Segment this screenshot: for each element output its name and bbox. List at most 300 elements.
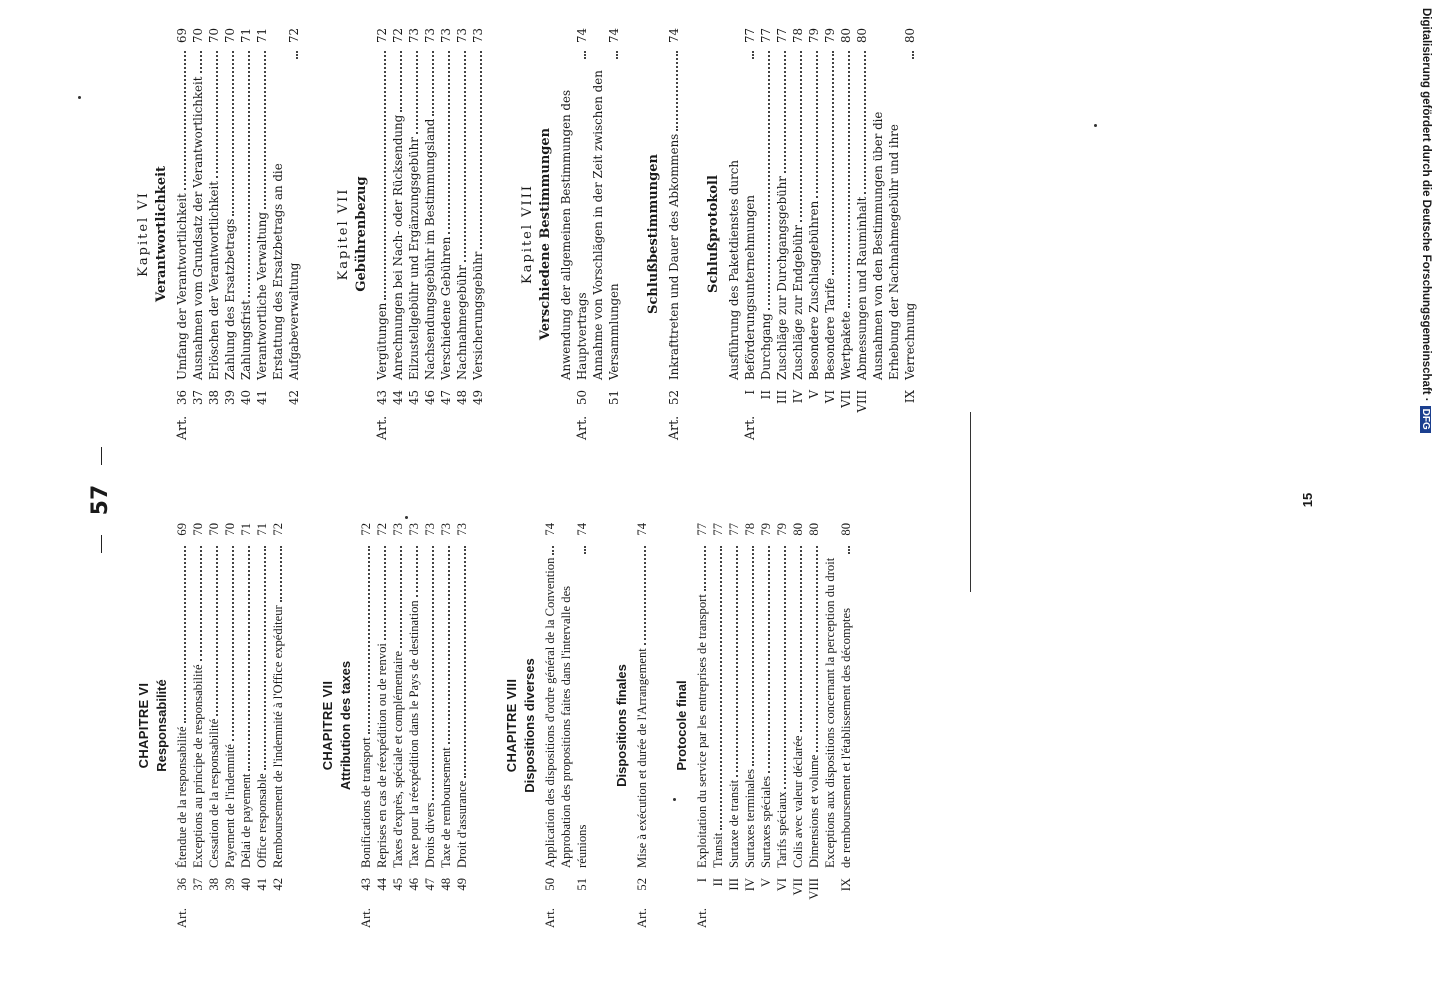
leader-dots: [784, 51, 786, 173]
entry-title: Ausnahmen von den Bestimmungen über die Erhebung der Nachnahmegebühr und ihre Verrechnung: [871, 111, 917, 380]
dfg-logo: DFG: [1420, 406, 1431, 433]
page-reference: 79: [775, 523, 789, 536]
page-reference: 79: [807, 28, 821, 44]
leader-dots: [232, 546, 234, 741]
leader-dots: [816, 51, 818, 198]
article-number: 49: [455, 878, 469, 891]
page-reference: 80: [807, 523, 821, 536]
toc-entry: [174, 523, 190, 928]
article-prefix: Art.: [574, 415, 589, 440]
toc-entry: [822, 28, 838, 440]
leader-dots: [184, 51, 186, 190]
article-number: 49: [471, 390, 485, 406]
article-number: III: [727, 878, 741, 891]
toc-entry: [270, 28, 302, 440]
leader-dots: [448, 51, 450, 234]
entry-text-wrap: [790, 543, 806, 868]
leader-dots: [552, 546, 554, 555]
article-number: III: [775, 390, 789, 404]
footer-rule: [970, 412, 971, 592]
page-reference: 73: [423, 523, 437, 536]
toc-entry: [406, 523, 422, 928]
toc-entry: [710, 523, 726, 928]
page-reference: 72: [391, 28, 405, 44]
entry-title: Ausführung des Paketdienstes durch Beförderungsunternehmungen: [727, 160, 757, 380]
entry-title: Verantwortliche Verwaltung: [255, 212, 269, 380]
entry-title: Zahlungsfrist: [239, 300, 253, 380]
page-reference: 72: [359, 523, 373, 536]
entry-title: Délai de payement: [239, 773, 253, 868]
article-number: 52: [635, 878, 649, 891]
article-number: 46: [407, 878, 421, 891]
article-number: I: [743, 390, 757, 395]
entry-text-wrap: [254, 543, 270, 868]
entry-text-wrap: [438, 543, 454, 868]
toc-entry: [790, 28, 806, 440]
article-number: VI: [823, 390, 837, 404]
leader-dots: [416, 546, 418, 597]
entry-title: Besondere Zuschlaggebühren: [807, 200, 821, 380]
page-reference: 73: [407, 523, 421, 536]
entry-text-wrap: [174, 48, 190, 380]
entry-title: Office responsable: [255, 773, 269, 868]
toc-entry: [726, 523, 742, 928]
toc-entry: [390, 28, 406, 440]
credit-text: Digitalisierung gefördert durch die Deutsche Forschungsgemeinschaft ·: [1420, 8, 1432, 402]
article-number: IV: [791, 390, 805, 404]
entry-title: Application des dispositions d'ordre général de la Convention: [543, 557, 557, 868]
article-number: 38: [207, 878, 221, 891]
entry-title: Mise à exécution et durée de l'Arrangement: [635, 648, 649, 868]
leader-dots: [832, 51, 834, 275]
chapter-block: [706, 28, 722, 440]
entry-text-wrap: [374, 48, 390, 380]
entry-text-wrap: [270, 543, 286, 868]
entry-text-wrap: [806, 543, 822, 868]
chapter-block: [136, 28, 170, 440]
entry-title: Eilzustellgebühr und Ergänzungsgebühr: [407, 137, 421, 380]
entry-text-wrap: [666, 48, 682, 380]
leader-dots: [768, 51, 770, 310]
entry-title: Zuschläge zur Endgebühr: [791, 224, 805, 380]
entry-title: Nachnahmegebühr: [455, 265, 469, 380]
article-number: 39: [223, 878, 237, 891]
entry-text-wrap: [710, 543, 726, 868]
entry-title: Abmessungen und Rauminhalt: [855, 196, 869, 380]
article-prefix: Art.: [174, 415, 189, 440]
page-reference: 74: [667, 28, 681, 44]
entry-title: Payement de l'indemnité: [223, 744, 237, 868]
entry-text-wrap: [438, 48, 454, 380]
page-header: [88, 0, 113, 1000]
page-reference: 70: [191, 523, 205, 536]
chapter-title: Protocole final: [674, 680, 689, 771]
leader-dots: [200, 51, 202, 73]
entry-title: Reprises en cas de réexpédition ou de renvoi: [375, 643, 389, 868]
entry-text-wrap: [790, 48, 806, 380]
leader-dots: [752, 546, 754, 766]
page-reference: 70: [207, 523, 221, 536]
german-contents-column: [130, 28, 918, 440]
leader-dots: [644, 546, 646, 645]
entry-list: [694, 523, 854, 928]
chapter-title: Dispositions diverses: [522, 658, 537, 793]
entry-text-wrap: [758, 543, 774, 868]
page-reference: 73: [455, 523, 469, 536]
leader-dots: [216, 546, 218, 716]
toc-entry: [774, 28, 790, 440]
leader-dots: [232, 51, 234, 216]
entry-title: Zuschläge zur Durchgangsgebühr: [775, 176, 789, 380]
leader-dots: [400, 546, 402, 648]
toc-entry: [222, 523, 238, 928]
leader-dots: [584, 51, 586, 59]
leader-dots: [384, 51, 386, 300]
chapter-block: [136, 523, 170, 928]
entry-text-wrap: [822, 48, 838, 380]
toc-entry: [190, 28, 206, 440]
entry-text-wrap: [806, 48, 822, 380]
page-reference: 70: [223, 28, 237, 44]
page-reference: 71: [255, 28, 269, 44]
article-prefix: Art.: [543, 908, 557, 928]
leader-dots: [400, 51, 402, 112]
page-reference: 79: [823, 28, 837, 44]
page-reference: 69: [175, 523, 189, 536]
toc-entry: [666, 28, 682, 440]
entry-text-wrap: [206, 48, 222, 380]
entry-title: Cessation de la responsabilité: [207, 718, 221, 868]
entry-text-wrap: [870, 48, 918, 380]
toc-entry: [454, 28, 470, 440]
toc-entry: [822, 523, 854, 928]
page-reference: 80: [903, 28, 917, 44]
chapter-block: [646, 28, 662, 440]
page-reference: 70: [191, 28, 205, 44]
toc-entry: [870, 28, 918, 440]
entry-title: Inkrafttreten und Dauer des Abkommens: [667, 133, 681, 380]
page-reference: 80: [839, 523, 853, 536]
chapter-title: Schlußprotokoll: [706, 175, 721, 293]
entry-text-wrap: [390, 543, 406, 868]
leader-dots: [800, 546, 802, 732]
entry-title: Zahlung des Ersatzbetrags: [223, 218, 237, 380]
leader-dots: [296, 51, 298, 59]
toc-entry: [558, 28, 590, 440]
entry-title: Exceptions au principe de responsabilité: [191, 664, 205, 868]
page-reference: 71: [239, 28, 253, 44]
chapter-block: [614, 523, 630, 928]
entry-title: Exceptions aux dispositions concernant la perception du droit de remboursement et l'établissement des décomptes: [823, 557, 853, 868]
page-reference: 77: [775, 28, 789, 44]
entry-list: [634, 523, 650, 928]
article-number: VIII: [855, 390, 869, 413]
entry-text-wrap: [634, 543, 650, 868]
leader-dots: [184, 546, 186, 723]
chapter-block: [336, 28, 370, 440]
toc-entry: [270, 523, 286, 928]
entry-title: Transit: [711, 832, 725, 868]
entry-text-wrap: [374, 543, 390, 868]
entry-text-wrap: [190, 48, 206, 380]
entry-list: [174, 28, 302, 440]
chapter-title: Attribution des taxes: [338, 660, 353, 791]
leader-dots: [384, 546, 386, 640]
leader-dots: [784, 546, 786, 789]
article-number: 50: [543, 878, 557, 891]
chapter-title: Dispositions finales: [614, 664, 629, 787]
page-reference: 77: [759, 28, 773, 44]
page-reference: 74: [607, 28, 621, 44]
toc-entry: [438, 523, 454, 928]
entry-list: [174, 523, 286, 928]
entry-title: Taxe pour la réexpédition dans le Pays de destination: [407, 600, 421, 868]
entry-list: [374, 28, 486, 440]
toc-entry: [758, 28, 774, 440]
article-number: IX: [839, 878, 853, 892]
entry-text-wrap: [206, 543, 222, 868]
article-number: IV: [743, 878, 757, 892]
article-prefix: Art.: [695, 908, 709, 928]
article-prefix: Art.: [635, 908, 649, 928]
chapter-label: Kapitel VI: [136, 191, 151, 277]
entry-title: Remboursement de l'indemnité à l'Office expéditeur: [271, 605, 285, 868]
leader-dots: [432, 51, 434, 116]
entry-text-wrap: [254, 48, 270, 380]
page-reference: 72: [287, 28, 301, 44]
entry-title: Tarifs spéciaux: [775, 791, 789, 868]
entry-text-wrap: [774, 48, 790, 380]
toc-entry: [390, 523, 406, 928]
article-prefix: Art.: [175, 908, 189, 928]
chapter-label: CHAPITRE VI: [136, 682, 151, 769]
chapter-block: [520, 28, 554, 440]
article-number: 52: [667, 390, 681, 406]
entry-title: Umfang der Verantwortlichkeit: [175, 193, 189, 380]
entry-list: [558, 28, 622, 440]
chapter-label: Kapitel VII: [336, 187, 351, 281]
article-number: II: [759, 390, 773, 400]
entry-title: Annahme von Vorschlägen in der Zeit zwischen den Versammlungen: [591, 70, 621, 380]
chapter-title: Schlußbestimmungen: [646, 154, 661, 314]
toc-entry: [174, 28, 190, 440]
entry-text-wrap: [758, 48, 774, 380]
leader-dots: [432, 546, 434, 800]
leader-dots: [676, 51, 678, 131]
page-reference: 69: [175, 28, 189, 44]
header-dash-right: [101, 447, 102, 465]
page-number-top: 57: [88, 484, 113, 516]
article-number: IX: [903, 390, 917, 404]
entry-title: Droits divers: [423, 802, 437, 868]
article-number: 44: [391, 390, 405, 406]
article-number: V: [759, 878, 773, 888]
chapter-label: CHAPITRE VII: [320, 680, 335, 771]
article-number: 43: [375, 390, 389, 406]
page-reference: 73: [407, 28, 421, 44]
toc-entry: [838, 28, 854, 440]
entry-text-wrap: [542, 543, 558, 868]
article-number: II: [711, 878, 725, 887]
chapter-label: CHAPITRE VIII: [504, 678, 519, 773]
page-reference: 70: [207, 28, 221, 44]
chapter-title: Verantwortlichkeit: [154, 165, 169, 303]
page-reference: 72: [271, 523, 285, 536]
leader-dots: [248, 546, 250, 771]
article-number: 50: [575, 390, 589, 406]
toc-entry: [854, 28, 870, 440]
entry-title: Surtaxes spéciales: [759, 776, 773, 868]
leader-dots: [720, 546, 722, 830]
entry-text-wrap: [742, 543, 758, 868]
article-number: 37: [191, 878, 205, 891]
toc-entry: [422, 523, 438, 928]
chapter-block: [674, 523, 690, 928]
toc-entry: [374, 523, 390, 928]
article-number: 42: [287, 390, 301, 406]
toc-entry: [438, 28, 454, 440]
entry-title: Vergütungen: [375, 302, 389, 380]
entry-title: Surtaxes terminales: [743, 769, 757, 868]
entry-title: Erlöschen der Verantwortlichkeit: [207, 180, 221, 380]
entry-text-wrap: [222, 48, 238, 380]
toc-entry: [238, 28, 254, 440]
entry-title: Durchgang: [759, 313, 773, 380]
page-number-bottom: 15: [1300, 492, 1315, 508]
entry-text-wrap: [470, 48, 486, 380]
scan-speck: [673, 798, 676, 801]
article-number: 48: [439, 878, 453, 891]
article-number: 47: [423, 878, 437, 891]
article-number: 45: [391, 878, 405, 891]
toc-entry: [742, 523, 758, 928]
entry-list: [666, 28, 682, 440]
article-number: 41: [255, 390, 269, 406]
scan-speck: [405, 516, 408, 519]
entry-text-wrap: [694, 543, 710, 868]
leader-dots: [368, 546, 370, 734]
article-prefix: Art.: [666, 415, 681, 440]
toc-entry: [694, 523, 710, 928]
entry-text-wrap: [406, 543, 422, 868]
article-number: VI: [775, 878, 789, 892]
entry-title: Approbation des propositions faites dans l'intervalle des réunions: [559, 585, 589, 868]
toc-entry: [806, 28, 822, 440]
entry-title: Anrechnungen bei Nach- oder Rücksendung: [391, 114, 405, 380]
leader-dots: [448, 546, 450, 744]
article-number: VII: [839, 390, 853, 408]
leader-dots: [264, 51, 266, 209]
page-reference: 71: [239, 523, 253, 536]
entry-text-wrap: [838, 48, 854, 380]
entry-text-wrap: [390, 48, 406, 380]
toc-entry: [454, 523, 470, 928]
page-reference: 74: [635, 523, 649, 536]
page-reference: 73: [471, 28, 485, 44]
page-reference: 72: [375, 523, 389, 536]
article-number: VIII: [807, 878, 821, 900]
entry-list: [542, 523, 590, 928]
scan-speck: [1094, 124, 1097, 127]
header-dash-left: [101, 535, 102, 553]
entry-text-wrap: [822, 543, 854, 868]
chapter-block: [504, 523, 538, 928]
leader-dots: [480, 51, 482, 249]
leader-dots: [216, 51, 218, 178]
page-reference: 77: [695, 523, 709, 536]
toc-entry: [470, 28, 486, 440]
article-number: 45: [407, 390, 421, 406]
chapter-label: Kapitel VIII: [520, 184, 535, 284]
page-reference: 73: [455, 28, 469, 44]
entry-list: [726, 28, 918, 440]
entry-text-wrap: [558, 48, 590, 380]
article-number: 36: [175, 878, 189, 891]
toc-entry: [806, 523, 822, 928]
article-number: 47: [439, 390, 453, 406]
chapter-title: Gebührenbezug: [354, 176, 369, 292]
entry-title: Verschiedene Gebühren: [439, 236, 453, 380]
article-number: I: [695, 878, 709, 883]
page-reference: 70: [223, 523, 237, 536]
article-number: 39: [223, 390, 237, 406]
entry-title: Taxe de remboursement: [439, 747, 453, 868]
toc-entry: [222, 28, 238, 440]
article-number: 43: [359, 878, 373, 891]
entry-title: Besondere Tarife: [823, 277, 837, 380]
entry-title: Anwendung der allgemeinen Bestimmungen des Hauptvertrags: [559, 90, 589, 380]
article-number: 44: [375, 878, 389, 891]
entry-title: Versicherungsgebühr: [471, 251, 485, 380]
entry-title: Surtaxe de transit: [727, 779, 741, 868]
toc-entry: [254, 523, 270, 928]
entry-title: Droit d'assurance: [455, 780, 469, 868]
leader-dots: [848, 51, 850, 308]
page-reference: 73: [423, 28, 437, 44]
leader-dots: [752, 51, 754, 59]
page-reference: 77: [727, 523, 741, 536]
leader-dots: [848, 546, 850, 554]
article-number: 36: [175, 390, 189, 406]
toc-entry: [358, 523, 374, 928]
article-number: V: [807, 390, 821, 399]
leader-dots: [280, 546, 282, 602]
page-reference: 79: [759, 523, 773, 536]
article-number: 37: [191, 390, 205, 406]
leader-dots: [864, 51, 866, 194]
page-reference: 80: [855, 28, 869, 44]
page-reference: 71: [255, 523, 269, 536]
leader-dots: [816, 546, 818, 752]
page-reference: 78: [791, 28, 805, 44]
entry-title: Wertpakete: [839, 311, 853, 380]
entry-title: Taxes d'exprès, spéciale et complémentaire: [391, 650, 405, 868]
entry-text-wrap: [590, 48, 622, 380]
article-number: 40: [239, 878, 253, 891]
toc-entry: [542, 523, 558, 928]
chapter-title: Verschiedene Bestimmungen: [538, 127, 553, 341]
entry-text-wrap: [238, 543, 254, 868]
entry-text-wrap: [406, 48, 422, 380]
page-reference: 77: [743, 28, 757, 44]
page-reference: 73: [391, 523, 405, 536]
leader-dots: [464, 51, 466, 262]
toc-entry: [206, 523, 222, 928]
entry-text-wrap: [422, 48, 438, 380]
page-reference: 73: [439, 28, 453, 44]
entry-title: Étendue de la responsabilité: [175, 726, 189, 868]
entry-text-wrap: [270, 48, 302, 380]
